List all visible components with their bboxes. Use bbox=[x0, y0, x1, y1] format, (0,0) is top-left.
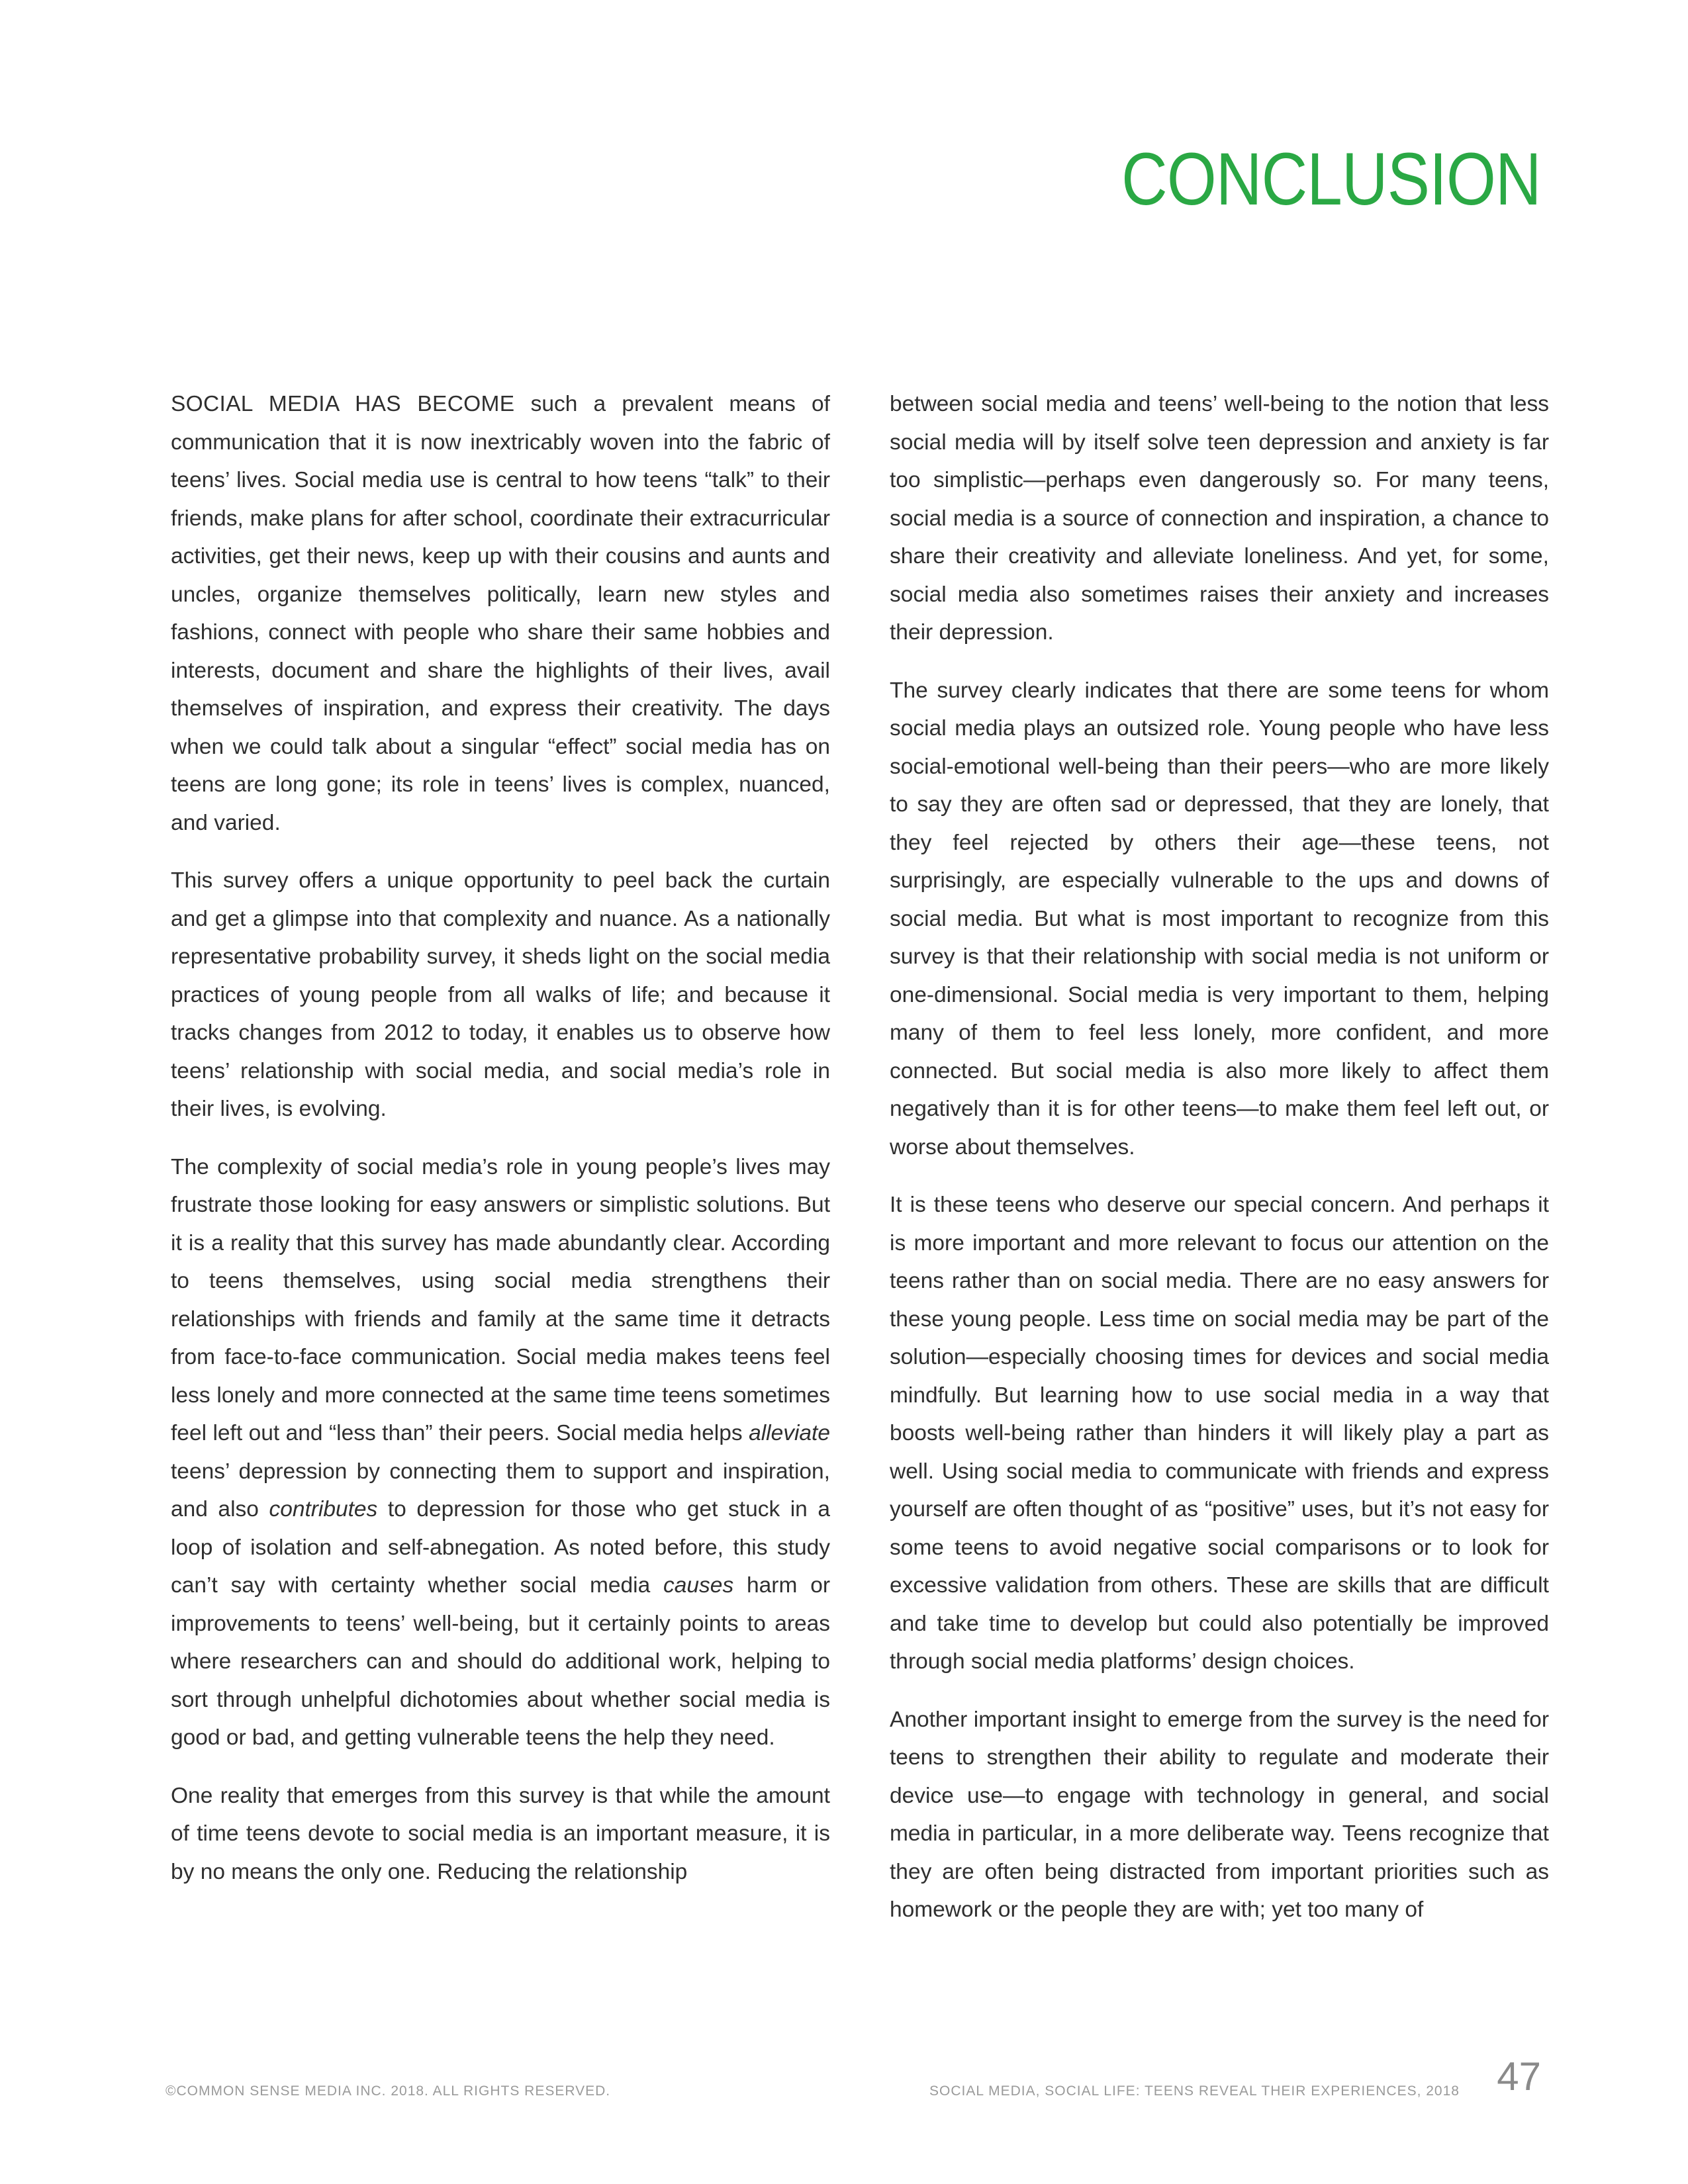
emphasis-text: alleviate bbox=[749, 1421, 830, 1445]
paragraph bbox=[171, 385, 830, 842]
paragraph-lead-in: SOCIAL MEDIA HAS BECOME bbox=[171, 392, 515, 416]
emphasis-text: causes bbox=[663, 1573, 734, 1598]
paragraph: Another important insight to emerge from the survey is the need for teens to strengthen their ability to regulate and moderate their device use—to engage with technology in general, and social media in particular, in a more deliberate way. Teens recognize that they are often being distracted from important priorities such as homework or the people they are with; yet too many of bbox=[890, 1707, 1549, 1922]
paragraph: One reality that emerges from this survey is that while the amount of time teens devote to social media is an important measure, it is by no means the only one. Reducing the relationship bbox=[171, 1783, 830, 1884]
page-number: 47 bbox=[1497, 2054, 1541, 2099]
paragraph-text: teens’ depression by connecting them to support and inspiration, and also bbox=[171, 1459, 830, 1522]
emphasis-text: contributes bbox=[269, 1497, 378, 1522]
paragraph: It is these teens who deserve our special concern. And perhaps it is more important and more relevant to focus our attention on the teens rather than on social media. There are no easy answers for these young people. Less time on social media may be part of the solution—especially choosing times for devices and social media mindfully. But learning how to use social media in a way that boosts well-being rather than hinders it will likely play a part as well. Using social media to communicate with friends and express yourself are often thought of as “positive” uses, but it’s not easy for some teens to avoid negative social comparisons or to look for excessive validation from others. These are skills that are difficult and take time to develop but could also potentially be improved through social media platforms’ design choices. bbox=[890, 1193, 1549, 1674]
paragraph bbox=[171, 1148, 830, 1757]
page-title: CONCLUSION bbox=[1121, 138, 1541, 220]
footer-report-title: SOCIAL MEDIA, SOCIAL LIFE: TEENS REVEAL THEIR EXPERIENCES, 2018 bbox=[929, 2083, 1460, 2099]
paragraph-text: to depression for those who get stuck in a loop of isolation and self-abnegation. As noted before, this study can’t say with certainty whether social media bbox=[171, 1497, 830, 1598]
paragraph-text: such a prevalent means of communication that it is now inextricably woven into the fabric of teens’ lives. Social media use is central to how teens “talk” to their friends, make plans for after school, coordinate their extracurricular activities, get their news, keep up with their cousins and aunts and uncles, organize themselves politically, learn new styles and fashions, connect with people who share their same hobbies and interests, document and share the highlights of their lives, avail themselves of inspiration, and express their creativity. The days when we could talk about a singular “effect” social media has on teens are long gone; its role in teens’ lives is complex, nuanced, and varied. bbox=[171, 392, 830, 835]
paragraph: The survey clearly indicates that there are some teens for whom social media plays an outsized role. Young people who have less social-emotional well-being than their peers—who are more likely to say they are often sad or depressed, that they are lonely, that they feel rejected by others their age—these teens, not surprisingly, are especially vulnerable to the ups and downs of social media. But what is most important to recognize from this survey is that their relationship with social media is not uniform or one-dimensional. Social media is very important to them, helping many of them to feel less lonely, more confident, and more connected. But social media is also more likely to affect them negatively than it is for other teens—to make them feel left out, or worse about themselves. bbox=[890, 678, 1549, 1160]
paragraph-text: harm or improvements to teens’ well-being, but it certainly points to areas where researchers can and should do additional work, helping to sort through unhelpful dichotomies about whether social media is good or bad, and getting vulnerable teens the help they need. bbox=[171, 1573, 830, 1750]
paragraph-text: The complexity of social media’s role in young people’s lives may frustrate those looking for easy answers or simplistic solutions. But it is a reality that this survey has made abundantly clear. According to teens themselves, using social media strengthens their relationships with friends and family at the same time it detracts from face-to-face communication. Social media makes teens feel less lonely and more connected at the same time teens sometimes feel left out and “less than” their peers. Social media helps bbox=[171, 1154, 830, 1445]
right-column bbox=[890, 385, 1549, 1949]
footer-copyright: ©COMMON SENSE MEDIA INC. 2018. ALL RIGHTS RESERVED. bbox=[165, 2083, 611, 2099]
paragraph: between social media and teens’ well-being to the notion that less social media will by itself solve teen depression and anxiety is far too simplistic—perhaps even dangerously so. For many teens, social media is a source of connection and inspiration, a chance to share their creativity and alleviate loneliness. And yet, for some, social media also sometimes raises their anxiety and increases their depression. bbox=[890, 392, 1549, 645]
left-column bbox=[171, 385, 830, 1911]
paragraph: This survey offers a unique opportunity to peel back the curtain and get a glimpse into that complexity and nuance. As a nationally representative probability survey, it sheds light on the social media practices of young people from all walks of life; and because it tracks changes from 2012 to today, it enables us to observe how teens’ relationship with social media, and social media’s role in their lives, is evolving. bbox=[171, 868, 830, 1121]
